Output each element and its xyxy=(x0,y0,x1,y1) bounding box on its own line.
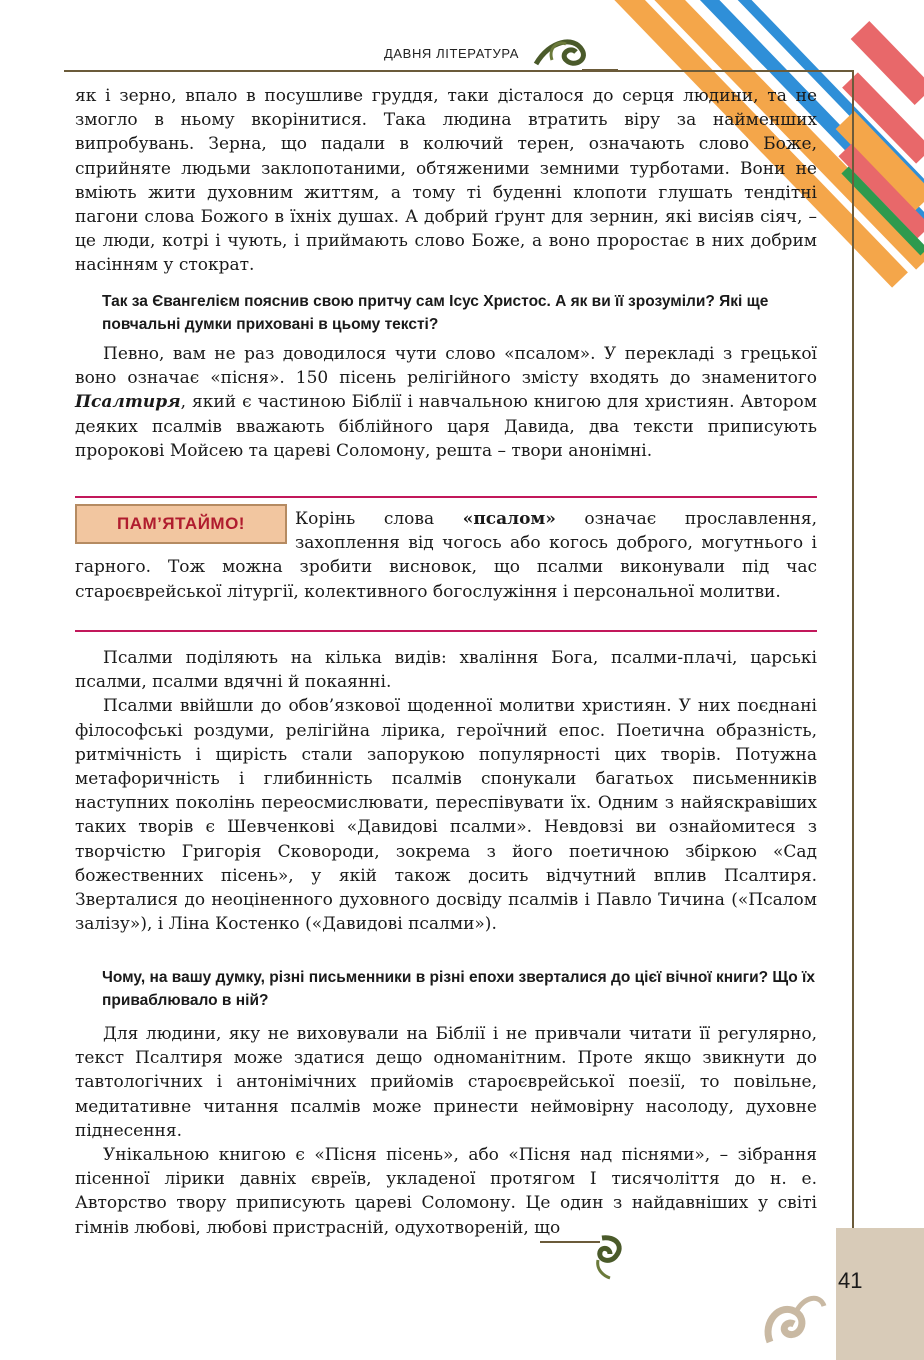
paragraph-text-start: Певно, вам не раз доводилося чути слово «псалом». У перекладі з грецької воно означає «пісня». 150 пісень релігійного змісту входять до знаменитого xyxy=(75,344,817,389)
term-psaltyr: Псалтиря xyxy=(75,392,181,413)
remember-text-block xyxy=(75,507,817,604)
float-spacer xyxy=(75,507,295,537)
paragraph-types xyxy=(75,646,817,936)
page-number: 41 xyxy=(838,1268,863,1293)
paragraph-text xyxy=(75,342,817,463)
paragraph-text: як і зерно, впало в посушливе груддя, таки дісталося до серця людини, та не змогло в ньому вкорінитися. Така людина втратить віру за найменших випробувань. Зерна, що падали в колючий терен, означають слово Боже, сприйняте людьми заклопотаними, обтяженими земними турботами. Вони не вміють жити духовним життям, а тому ті буденні клопоти глушать тендітні пагони слова Божого в їхніх душах. А добрий ґрунт для зернин, які висіяв сіяч, – це люди, котрі і чують, і приймають слово Боже, а воно проростає в них добрим насінням у стократ. xyxy=(75,86,817,276)
paragraph-continued xyxy=(75,84,817,278)
paragraph-text: Псалми ввійшли до обов’язкової щоденної молитви християн. У них поєднані філософські роздуми, релігійна лірика, героїчний епос. Поетична образність, ритмічність і щирість стали запорукою популярності цих творів. Потужна метафоричність і глибинність псалмів спонукали багатьох письменників наступних поколінь переосмислювати, переспівувати їх. Одним з найяскравіших таких творів є Шевченкові «Давидові псалми». Невдовзі ви ознайомитеся з творчістю Григорія Сковороди, зокрема з його поетичною збіркою «Сад божественних пісень», у якій також досить відчутний вплив Псалтиря. Зверталися до неоціненного духовного досвіду псалмів і Павло Тичина («Псалом залізу»), і Ліна Костенко («Давидові псалми»). xyxy=(75,696,817,935)
paragraph-reading xyxy=(75,1022,817,1240)
flourish-ornament-icon xyxy=(530,30,620,74)
corner-flourish-icon xyxy=(760,1282,830,1354)
paragraph-text: Для людини, яку не виховували на Біблії і не привчали читати її регулярно, текст Псалтиря може здатися дещо одноманітним. Проте якщо звикнути до тавтологічних і антонімічних прийомів староєврейської поезії, то повільне, медитативне читання псалмів може принести неймовірну насолоду, духовне піднесення. xyxy=(75,1024,817,1141)
paragraph-text: Псалми поділяють на кілька видів: хваління Бога, псалми-плачі, царські псалми, псалми вдячні й покаянні. xyxy=(75,648,817,693)
bottom-flourish-icon xyxy=(540,1232,630,1282)
paragraph-text: Унікальною книгою є «Пісня пісень», або «Пісня над піснями», – зібрання пісенної лірики давніх євреїв, укладеної протягом І тисячоліття до н. е. Авторство твору приписують цареві Соломону. Це один з найдавніших у світі гімнів любові, любові пристрасній, одухотвореній, що xyxy=(75,1145,817,1238)
remember-text-start: Корінь слова xyxy=(295,509,463,529)
page-corner-panel xyxy=(836,1228,924,1360)
term-psalom: «псалом» xyxy=(462,509,556,529)
remember-text-end: означає прославлення, захоплення від чогось або когось доброго, могутнього і гарного. Тож можна зробити висновок, що псалми виконували під час староєврейської літургії, колективного богослужіння і персональної молитви. xyxy=(75,509,817,602)
divider-top xyxy=(75,496,817,498)
section-title: ДАВНЯ ЛІТЕРАТУРА xyxy=(384,46,520,61)
divider-bottom xyxy=(75,630,817,632)
question-block: Так за Євангелієм пояснив свою притчу сам Ісус Христос. А як ви її зрозуміли? Які ще повчальні думки приховані в цьому тексті? xyxy=(102,293,769,333)
remember-text xyxy=(75,507,817,604)
paragraph-psalm xyxy=(75,342,817,463)
remember-badge: ПАМ’ЯТАЙМО! xyxy=(75,504,287,544)
paragraph-text-end: , який є частиною Біблії і навчальною книгою для християн. Автором деяких псалмів вважають біблійного царя Давида, два тексти приписують пророкові Мойсею та цареві Соломону, решта – твори анонімні. xyxy=(75,392,817,461)
question-block: Чому, на вашу думку, різні письменники в різні епохи зверталися до цієї вічної книги? Що їх приваблювало в ній? xyxy=(102,969,815,1009)
